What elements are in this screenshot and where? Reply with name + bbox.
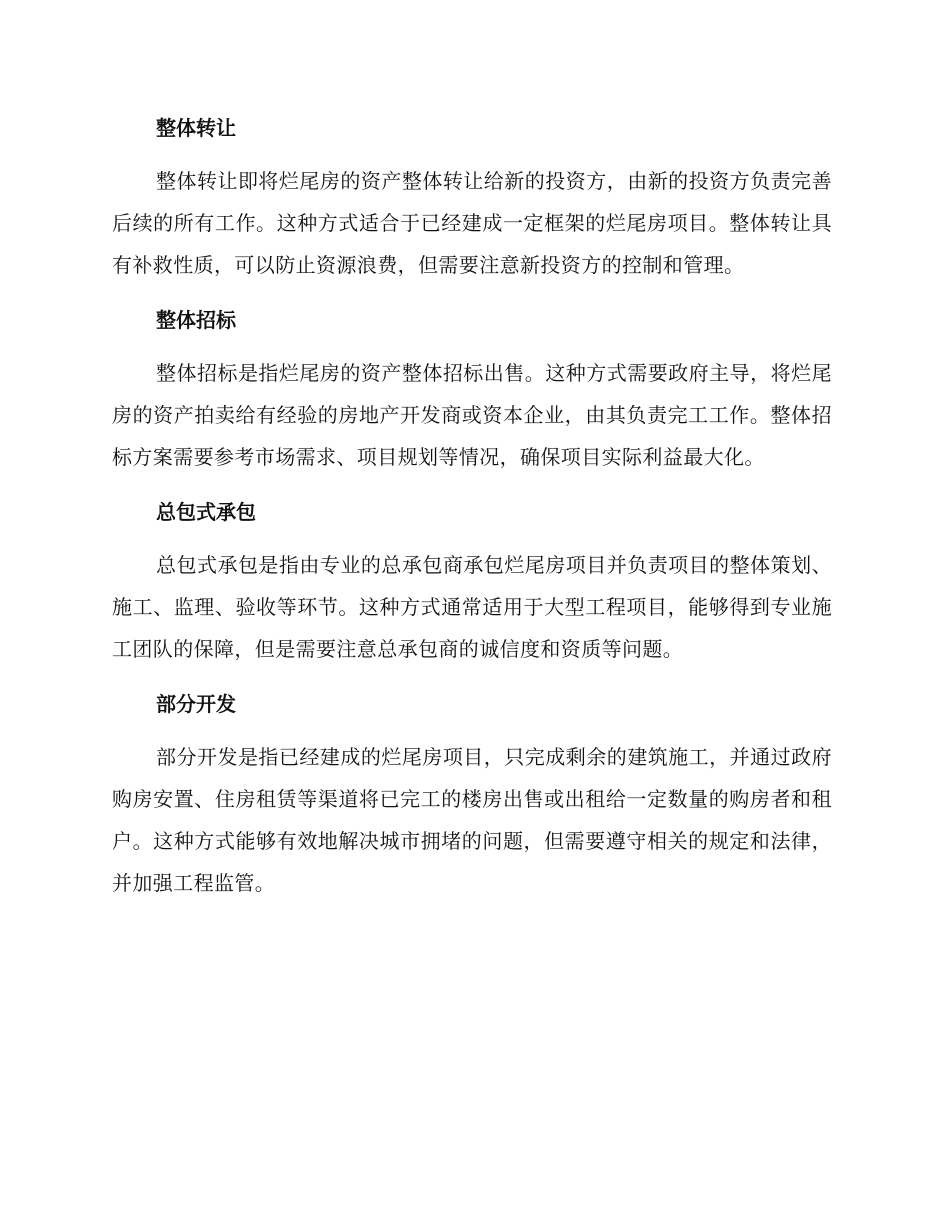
section-whole-tender <box>112 300 832 478</box>
section-heading: 部分开发 <box>156 692 236 716</box>
section-whole-transfer <box>112 108 832 286</box>
section-paragraph: 整体招标是指烂尾房的资产整体招标出售。这种方式需要政府主导，将烂尾房的资产拍卖给有经验的房地产开发商或资本企业，由其负责完工工作。整体招标方案需要参考市场需求、项目规划等情况，确保项目实际利益最大化。 <box>112 361 832 469</box>
section-paragraph: 整体转让即将烂尾房的资产整体转让给新的投资方，由新的投资方负责完善后续的所有工作。这种方式适合于已经建成一定框架的烂尾房项目。整体转让具有补救性质，可以防止资源浪费，但需要注意新投资方的控制和管理。 <box>112 169 832 277</box>
section-heading: 总包式承包 <box>156 500 256 524</box>
section-heading: 整体招标 <box>156 308 236 332</box>
section-paragraph: 部分开发是指已经建成的烂尾房项目，只完成剩余的建筑施工，并通过政府购房安置、住房租赁等渠道将已完工的楼房出售或出租给一定数量的购房者和租户。这种方式能够有效地解决城市拥堵的问题，但需要遵守相关的规定和法律，并加强工程监管。 <box>112 745 832 895</box>
document-page <box>112 108 832 918</box>
section-partial-development <box>112 684 832 904</box>
section-general-contracting <box>112 492 832 670</box>
section-heading: 整体转让 <box>156 116 236 140</box>
section-paragraph: 总包式承包是指由专业的总承包商承包烂尾房项目并负责项目的整体策划、施工、监理、验收等环节。这种方式通常适用于大型工程项目，能够得到专业施工团队的保障，但是需要注意总承包商的诚信度和资质等问题。 <box>112 553 832 661</box>
